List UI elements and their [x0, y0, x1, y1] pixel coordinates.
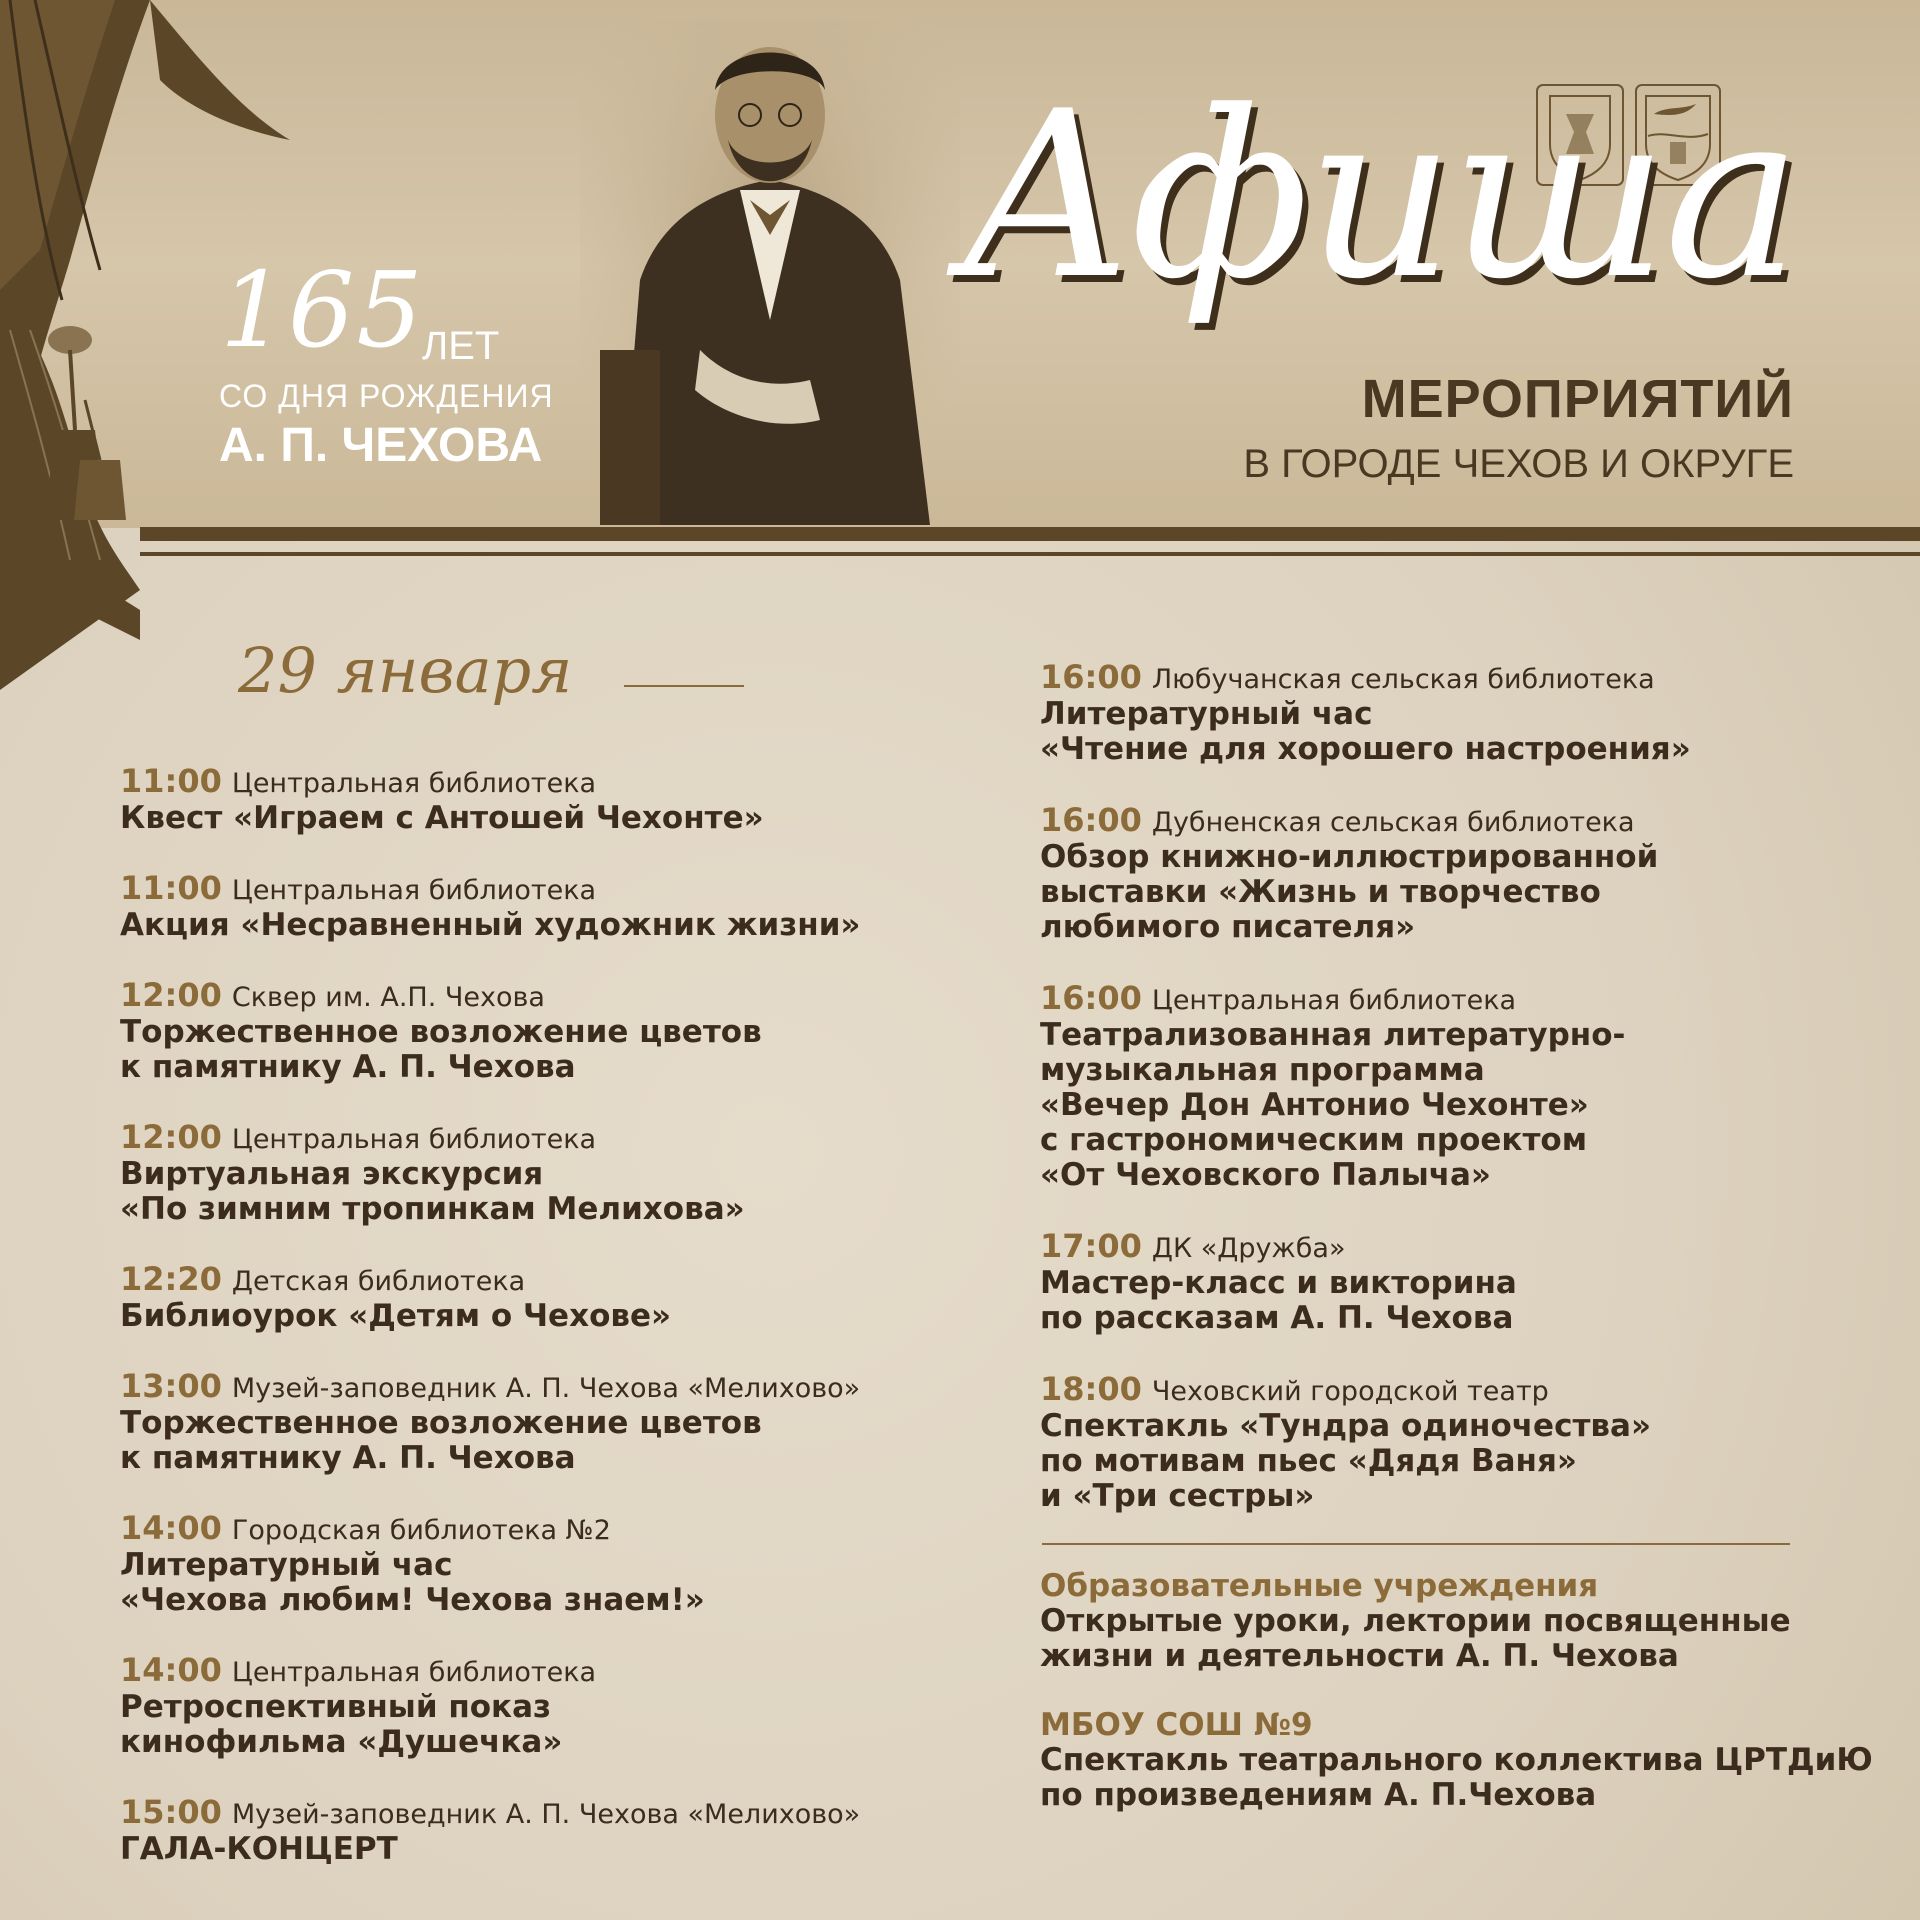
- extra-body: Открытые уроки, лектории посвященные жизни и деятельности А. П. Чехова: [1040, 1603, 1791, 1674]
- extra-item-education: [1040, 1568, 1880, 1674]
- header-divider-thin: [140, 552, 1920, 556]
- event-time: 14:00: [120, 1509, 222, 1547]
- event-item: [120, 871, 900, 943]
- event-venue: Сквер им. А.П. Чехова: [231, 982, 545, 1013]
- extra-heading: Образовательные учреждения: [1040, 1568, 1599, 1604]
- event-title: Литературный час «Чехова любим! Чехова знаем!»: [120, 1547, 705, 1618]
- event-title: ГАЛА-КОНЦЕРТ: [120, 1831, 398, 1867]
- chekhov-portrait: [580, 20, 960, 525]
- event-time: 12:20: [120, 1260, 222, 1298]
- event-item: [120, 764, 900, 836]
- event-time: 16:00: [1040, 979, 1142, 1017]
- event-venue: Центральная библиотека: [231, 1124, 597, 1155]
- event-title: Квест «Играем с Антошей Чехонте»: [120, 800, 764, 836]
- event-item: [120, 978, 900, 1085]
- event-item: [1040, 1372, 1860, 1514]
- event-item: [120, 1795, 900, 1867]
- jubilee-name: А. П. ЧЕХОВА: [219, 419, 543, 472]
- title-afisha: Афиша: [960, 63, 1798, 330]
- event-title: Ретроспективный показ кинофильма «Душечка»: [120, 1689, 563, 1760]
- jubilee-years: ЛЕТ: [422, 324, 500, 368]
- event-venue: Музей-заповедник А. П. Чехова «Мелихово»: [231, 1799, 861, 1830]
- event-title: Мастер-класс и викторина по рассказам А. П. Чехова: [1040, 1265, 1517, 1336]
- event-time: 16:00: [1040, 658, 1142, 696]
- event-time: 12:00: [120, 1118, 222, 1156]
- event-title: Спектакль «Тундра одиночества» по мотивам пьес «Дядя Ваня» и «Три сестры»: [1040, 1408, 1651, 1514]
- event-venue: Центральная библиотека: [231, 875, 597, 906]
- event-time: 14:00: [120, 1651, 222, 1689]
- extra-body: Спектакль театрального коллектива ЦРТДиЮ по произведениям А. П.Чехова: [1040, 1742, 1873, 1813]
- event-title: Торжественное возложение цветов к памятнику А. П. Чехова: [120, 1014, 762, 1085]
- event-time: 16:00: [1040, 801, 1142, 839]
- extra-item-school: [1040, 1707, 1880, 1813]
- event-title: Литературный час «Чтение для хорошего настроения»: [1040, 696, 1691, 767]
- event-time: 11:00: [120, 762, 222, 800]
- date-underline: [624, 685, 744, 687]
- event-venue: Дубненская сельская библиотека: [1151, 807, 1635, 838]
- subtitle-location: В ГОРОДЕ ЧЕХОВ И ОКРУГЕ: [1243, 442, 1794, 486]
- event-venue: Центральная библиотека: [231, 768, 597, 799]
- event-title: Акция «Несравненный художник жизни»: [120, 907, 861, 943]
- event-venue: ДК «Дружба»: [1151, 1233, 1346, 1264]
- event-item: [1040, 803, 1860, 945]
- event-item: [1040, 660, 1860, 767]
- event-time: 12:00: [120, 976, 222, 1014]
- header-divider-thick: [140, 527, 1920, 541]
- events-column-right: [1040, 660, 1860, 1550]
- event-venue: Чеховский городской театр: [1151, 1376, 1549, 1407]
- event-time: 13:00: [120, 1367, 222, 1405]
- subtitle-events: МЕРОПРИЯТИЙ: [1361, 369, 1794, 429]
- event-time: 18:00: [1040, 1370, 1142, 1408]
- event-item: [120, 1369, 900, 1476]
- event-time: 15:00: [120, 1793, 222, 1831]
- event-venue: Городская библиотека №2: [231, 1515, 611, 1546]
- event-item: [120, 1262, 900, 1334]
- event-title: Виртуальная экскурсия «По зимним тропинкам Мелихова»: [120, 1156, 745, 1227]
- event-title: Обзор книжно-иллюстрированной выставки «Жизнь и творчество любимого писателя»: [1040, 839, 1659, 945]
- event-time: 11:00: [120, 869, 222, 907]
- event-title: Библиоурок «Детям о Чехове»: [120, 1298, 672, 1334]
- event-venue: Детская библиотека: [231, 1266, 526, 1297]
- event-item: [1040, 1229, 1860, 1336]
- event-item: [120, 1120, 900, 1227]
- event-title: Торжественное возложение цветов к памятнику А. П. Чехова: [120, 1405, 762, 1476]
- event-venue: Центральная библиотека: [231, 1657, 597, 1688]
- jubilee-subtitle: СО ДНЯ РОЖДЕНИЯ: [219, 378, 554, 414]
- event-item: [1040, 981, 1860, 1193]
- event-date: 29 января: [238, 634, 573, 707]
- extra-heading: МБОУ СОШ №9: [1040, 1707, 1313, 1743]
- event-title: Театрализованная литературно- музыкальная программа «Вечер Дон Антонио Чехонте» с гастрономическим проектом «От Чеховского Палыча»: [1040, 1017, 1626, 1193]
- event-item: [120, 1511, 900, 1618]
- event-time: 17:00: [1040, 1227, 1142, 1265]
- jubilee-number: 165: [220, 249, 425, 371]
- event-venue: Центральная библиотека: [1151, 985, 1517, 1016]
- event-item: [120, 1653, 900, 1760]
- event-venue: Музей-заповедник А. П. Чехова «Мелихово»: [231, 1373, 861, 1404]
- events-column-left: [120, 764, 900, 1902]
- event-venue: Любучанская сельская библиотека: [1151, 664, 1655, 695]
- section-divider: [1042, 1543, 1790, 1545]
